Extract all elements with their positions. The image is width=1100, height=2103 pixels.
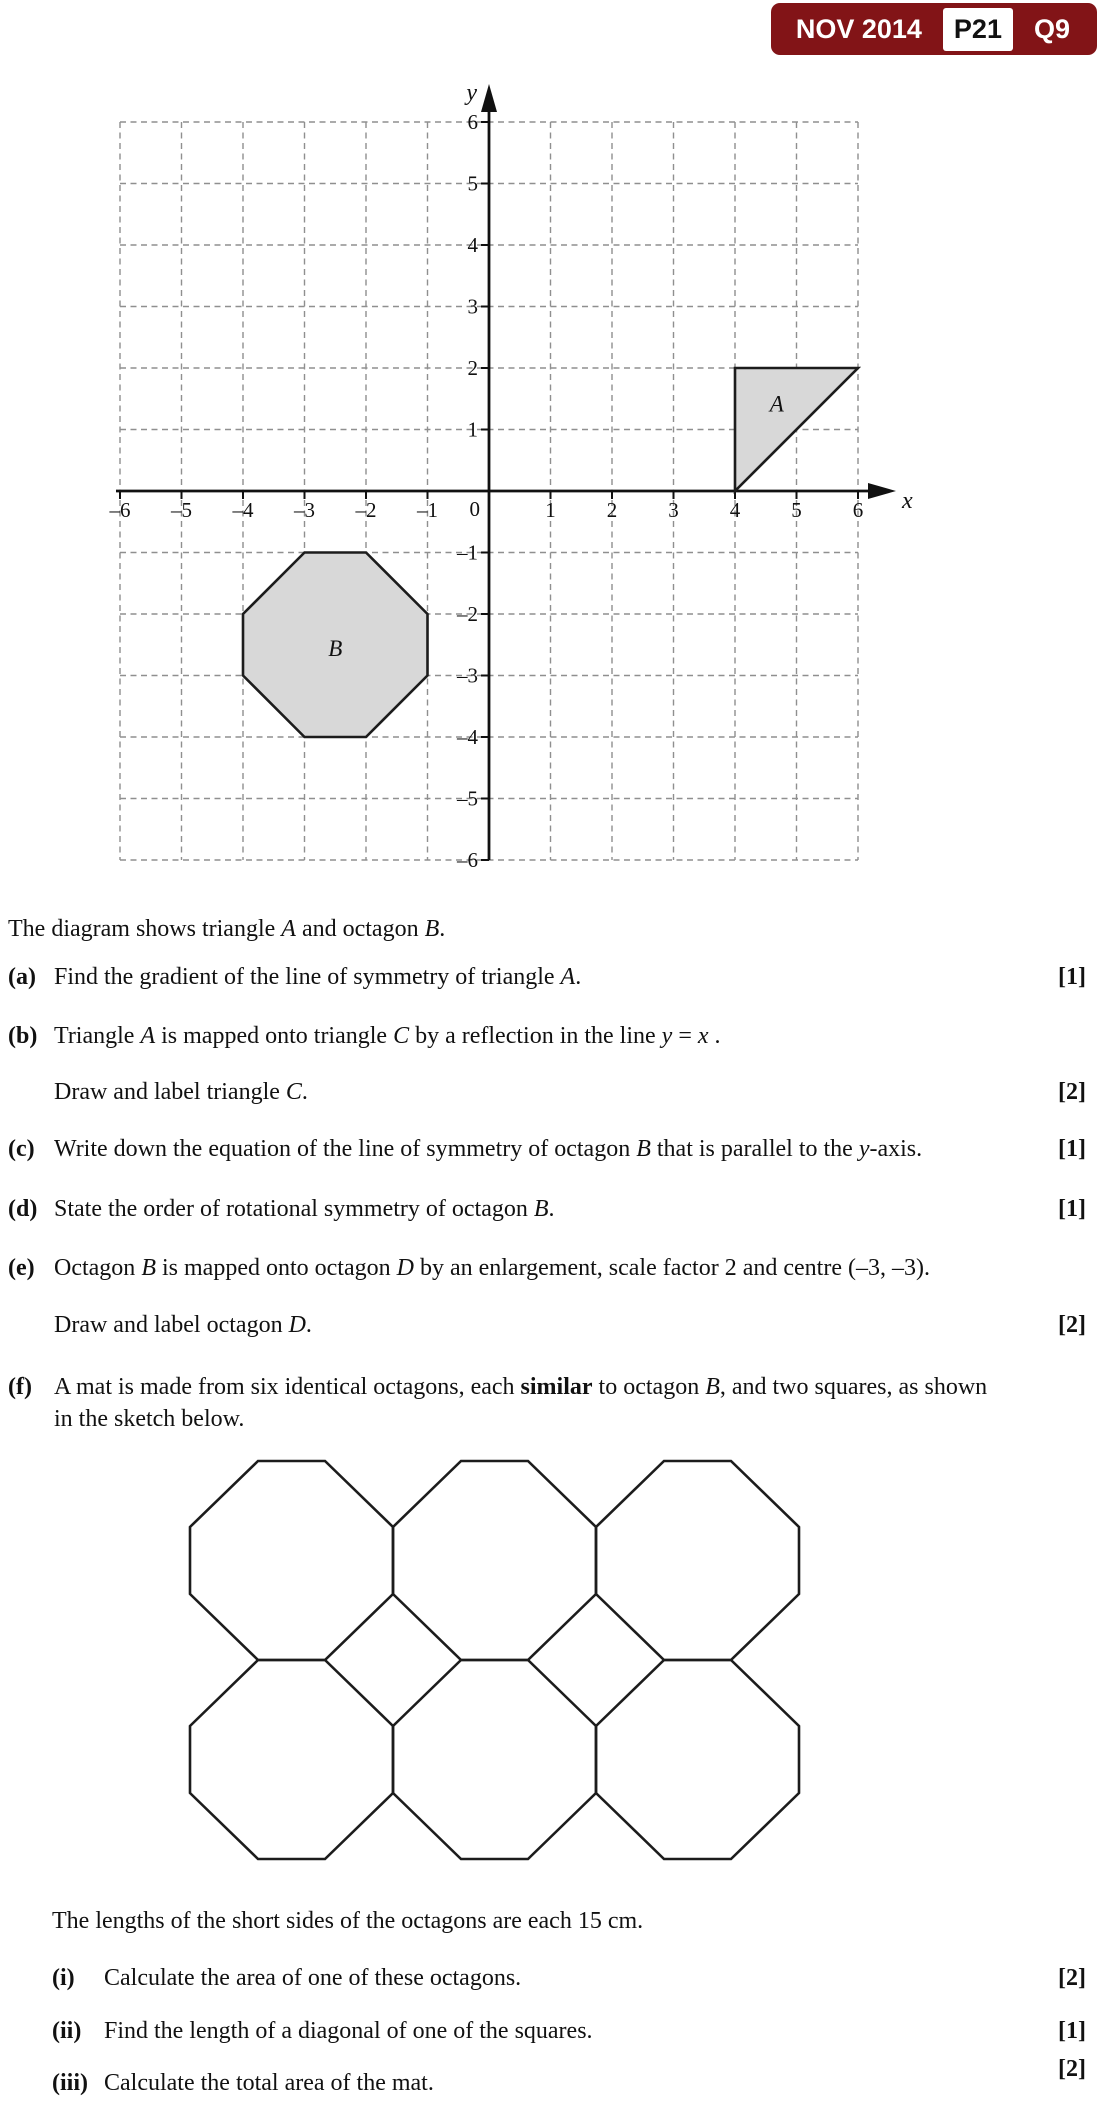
x-tick-label: –4: [232, 498, 254, 522]
marks-badge: [1]: [1058, 1196, 1086, 1222]
y-tick-label: 1: [467, 417, 478, 442]
part-label: (f): [8, 1374, 32, 1400]
y-axis-arrow-icon: [481, 84, 497, 112]
text-line-0: [8, 914, 1086, 944]
part-label: (e): [8, 1255, 35, 1281]
marks-badge: [1]: [1058, 964, 1086, 990]
line-text: Octagon B is mapped onto octagon D by an enlargement, scale factor 2 and centre (–3, –3).: [54, 1255, 930, 1281]
x-axis-label: x: [902, 488, 913, 514]
marks-badge: [2]: [1058, 1079, 1086, 1105]
y-tick-label: 5: [467, 171, 478, 196]
question-line-e: [8, 1253, 1086, 1283]
question-line-f: [8, 1372, 1086, 1402]
y-tick-label: 4: [467, 233, 478, 257]
line-text: Calculate the total area of the mat.: [104, 2070, 434, 2096]
triangle-A-label: A: [769, 391, 784, 417]
mat-octagon: [393, 1660, 596, 1859]
line-text: Find the length of a diagonal of one of the squares.: [104, 2018, 593, 2044]
text-line-9: [8, 1404, 1086, 1434]
line-text: Triangle A is mapped onto triangle C by a reflection in the line y = x .: [54, 1023, 721, 1049]
mat-octagon: [393, 1461, 596, 1660]
x-tick-label: –5: [171, 498, 192, 522]
mat-sketch-figure: [187, 1458, 802, 1862]
question-line-i: [52, 1963, 1086, 1993]
axes: [116, 80, 913, 860]
line-text: The lengths of the short sides of the octagons are each 15 cm.: [52, 1908, 644, 1934]
question-line-b: [8, 1021, 1086, 1051]
part-label: (c): [8, 1136, 35, 1162]
x-tick-label: –1: [417, 498, 438, 522]
part-label: (i): [52, 1965, 75, 1991]
y-tick-label: –1: [457, 540, 478, 565]
x-axis-arrow-icon: [868, 483, 896, 499]
part-label: (ii): [52, 2018, 82, 2044]
marks-badge: [2]: [1058, 2056, 1086, 2082]
octagon-B-label: B: [328, 635, 343, 661]
line-text: Find the gradient of the line of symmetry of triangle A.: [54, 964, 582, 990]
line-text: A mat is made from six identical octagons, each similar to octagon B, and two squares, as shown: [54, 1374, 988, 1400]
question-line-a: [8, 962, 1086, 992]
text-line-3: [8, 1077, 1086, 1107]
question-line-iii: [52, 2056, 1086, 2098]
x-tick-label: 1: [545, 498, 556, 522]
badge-session: NOV 2014: [795, 13, 922, 44]
mat-octagon: [596, 1461, 799, 1660]
line-text: Draw and label octagon D.: [54, 1312, 312, 1338]
coordinate-grid-figure: [60, 70, 920, 880]
badge-paper: P21: [943, 8, 1013, 51]
x-tick-label: 6: [852, 498, 864, 522]
part-label: (iii): [52, 2070, 88, 2096]
x-tick-label: –2: [355, 498, 377, 522]
text-line-10: [52, 1906, 1086, 1936]
badge-question: Q9: [1033, 13, 1070, 44]
question-line-c: [8, 1134, 1086, 1164]
x-tick-label: –6: [109, 498, 131, 522]
part-label: (d): [8, 1196, 38, 1222]
octagon-B: [243, 553, 428, 738]
line-text: Write down the equation of the line of symmetry of octagon B that is parallel to the y-axis.: [54, 1136, 923, 1162]
x-tick-label: 3: [668, 498, 679, 522]
y-tick-label: –4: [457, 725, 478, 749]
y-tick-label: –6: [457, 848, 478, 872]
question-line-ii: [52, 2016, 1086, 2046]
y-tick-label: 2: [467, 356, 478, 380]
x-tick-label: 2: [606, 498, 618, 522]
part-label: (b): [8, 1023, 38, 1049]
marks-badge: [1]: [1058, 2018, 1086, 2044]
y-tick-label: 3: [467, 294, 478, 319]
text-line-7: [8, 1310, 1086, 1340]
y-tick-label: –2: [457, 602, 478, 626]
line-text: State the order of rotational symmetry of octagon B.: [54, 1196, 555, 1222]
line-text: The diagram shows triangle A and octagon B.: [8, 916, 446, 942]
mat-octagon: [190, 1660, 393, 1859]
y-tick-label: 6: [467, 110, 478, 134]
x-tick-label: 4: [729, 498, 741, 522]
x-tick-label: –3: [294, 498, 315, 522]
header-badge: [771, 3, 1097, 55]
x-tick-label: 5: [791, 498, 802, 522]
origin-label: 0: [469, 497, 480, 521]
question-line-d: [8, 1194, 1086, 1224]
marks-badge: [1]: [1058, 1136, 1086, 1162]
marks-badge: [2]: [1058, 1965, 1086, 1991]
mat-octagon: [190, 1461, 393, 1660]
marks-badge: [2]: [1058, 1312, 1086, 1338]
line-text: Draw and label triangle C.: [54, 1079, 308, 1105]
y-tick-label: –5: [457, 786, 478, 811]
part-label: (a): [8, 964, 36, 990]
line-text: in the sketch below.: [54, 1406, 245, 1432]
y-tick-label: –3: [457, 663, 478, 688]
line-text: Calculate the area of one of these octagons.: [104, 1965, 522, 1991]
y-axis-label: y: [466, 80, 477, 106]
mat-octagon: [596, 1660, 799, 1859]
